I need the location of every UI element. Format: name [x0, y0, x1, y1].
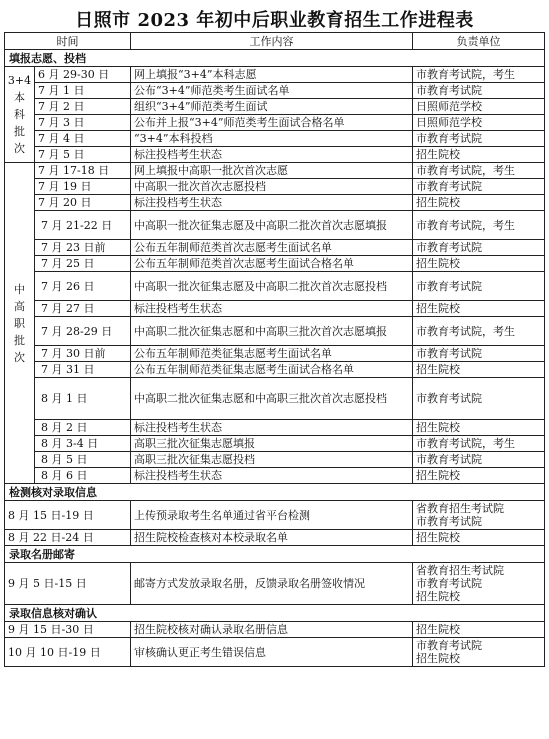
row-content: 中高职一批次首次志愿投档	[131, 179, 413, 195]
unit-line: 省教育招生考试院	[416, 502, 504, 515]
row-content: 邮寄方式发放录取名册，反馈录取名册签收情况	[131, 563, 413, 605]
row-date: 8 月 15 日-19 日	[5, 501, 131, 530]
table-row	[5, 436, 545, 452]
section-row	[5, 50, 545, 67]
row-date: 10 月 10 日-19 日	[5, 638, 131, 667]
unit-line: 省教育招生考试院	[416, 564, 504, 577]
row-content: 中高职二批次征集志愿和中高职三批次首次志愿投档	[131, 378, 413, 420]
row-unit: 市教育考试院，考生	[413, 211, 545, 240]
row-date: 8 月 1 日	[35, 378, 131, 420]
table-row	[5, 563, 545, 605]
table-row	[5, 420, 545, 436]
table-row	[5, 179, 545, 195]
document-title: 日照市 2023 年初中后职业教育招生工作进程表	[75, 10, 474, 31]
row-content: 标注投档考生状态	[131, 301, 413, 317]
table-row	[5, 83, 545, 99]
row-content: 招生院校检查核对本校录取名单	[131, 530, 413, 546]
table-row	[5, 452, 545, 468]
row-content: 中高职一批次征集志愿及中高职二批次首次志愿填报	[131, 211, 413, 240]
section-row	[5, 605, 545, 622]
row-date: 7 月 20 日	[35, 195, 131, 211]
section-confirm: 录取信息核对确认	[5, 605, 545, 622]
row-date: 7 月 2 日	[35, 99, 131, 115]
row-date: 9 月 5 日-15 日	[5, 563, 131, 605]
row-date: 7 月 1 日	[35, 83, 131, 99]
unit-line: 招生院校	[416, 652, 460, 665]
table-row	[5, 195, 545, 211]
row-content: 组织“3+4”师范类考生面试	[131, 99, 413, 115]
batch-label-zgz	[5, 163, 35, 484]
row-unit: 市教育考试院	[413, 240, 545, 256]
row-unit	[413, 638, 545, 667]
row-date: 6 月 29-30 日	[35, 67, 131, 83]
row-content: 高职三批次征集志愿投档	[131, 452, 413, 468]
row-content: 标注投档考生状态	[131, 420, 413, 436]
row-unit: 招生院校	[413, 622, 545, 638]
row-date: 7 月 26 日	[35, 272, 131, 301]
row-unit: 市教育考试院	[413, 131, 545, 147]
row-unit: 市教育考试院，考生	[413, 436, 545, 452]
row-content: 审核确认更正考生错误信息	[131, 638, 413, 667]
row-unit: 招生院校	[413, 468, 545, 484]
row-date: 9 月 15 日-30 日	[5, 622, 131, 638]
row-content: 招生院校核对确认录取名册信息	[131, 622, 413, 638]
row-unit: 市教育考试院	[413, 179, 545, 195]
section-row	[5, 484, 545, 501]
row-content: 标注投档考生状态	[131, 147, 413, 163]
table-row	[5, 638, 545, 667]
row-date: 8 月 5 日	[35, 452, 131, 468]
table-row	[5, 272, 545, 301]
unit-line: 招生院校	[416, 590, 460, 603]
row-date: 7 月 28-29 日	[35, 317, 131, 346]
row-content: 公布“3+4”师范类考生面试名单	[131, 83, 413, 99]
row-unit: 招生院校	[413, 195, 545, 211]
unit-line: 市教育考试院	[416, 577, 482, 590]
row-date: 7 月 19 日	[35, 179, 131, 195]
table-row	[5, 362, 545, 378]
row-content: 公布五年制师范类征集志愿考生面试合格名单	[131, 362, 413, 378]
row-unit: 招生院校	[413, 256, 545, 272]
row-date: 8 月 22 日-24 日	[5, 530, 131, 546]
row-content: 网上填报中高职一批次首次志愿	[131, 163, 413, 179]
row-unit: 市教育考试院	[413, 83, 545, 99]
table-row	[5, 468, 545, 484]
row-date: 8 月 6 日	[35, 468, 131, 484]
unit-line: 市教育考试院	[416, 515, 482, 528]
row-date: 7 月 3 日	[35, 115, 131, 131]
row-unit: 市教育考试院	[413, 378, 545, 420]
row-content: 标注投档考生状态	[131, 195, 413, 211]
header-content: 工作内容	[131, 33, 413, 50]
header-time: 时间	[5, 33, 131, 50]
unit-line: 市教育考试院	[416, 639, 482, 652]
row-content: 公布五年制师范类征集志愿考生面试名单	[131, 346, 413, 362]
section-row	[5, 546, 545, 563]
table-row	[5, 346, 545, 362]
row-date: 7 月 23 日前	[35, 240, 131, 256]
row-content: 公布并上报“3+4”师范类考生面试合格名单	[131, 115, 413, 131]
row-content: 高职三批次征集志愿填报	[131, 436, 413, 452]
row-unit	[413, 563, 545, 605]
table-row	[5, 240, 545, 256]
table-row	[5, 256, 545, 272]
row-date: 7 月 17-18 日	[35, 163, 131, 179]
row-unit: 市教育考试院	[413, 272, 545, 301]
schedule-table	[4, 32, 545, 667]
table-row	[5, 99, 545, 115]
batch-label-34	[5, 67, 35, 163]
table-row	[5, 131, 545, 147]
row-unit: 招生院校	[413, 362, 545, 378]
row-unit: 市教育考试院	[413, 346, 545, 362]
section-check: 检测核对录取信息	[5, 484, 545, 501]
batch-zgz-text: 中高职批次	[14, 282, 25, 364]
header-unit: 负责单位	[413, 33, 545, 50]
table-row	[5, 163, 545, 179]
row-content: 中高职一批次征集志愿及中高职二批次首次志愿投档	[131, 272, 413, 301]
row-unit: 市教育考试院，考生	[413, 317, 545, 346]
row-date: 7 月 25 日	[35, 256, 131, 272]
table-row	[5, 530, 545, 546]
row-unit: 招生院校	[413, 530, 545, 546]
row-date: 7 月 4 日	[35, 131, 131, 147]
row-unit: 招生院校	[413, 420, 545, 436]
row-unit: 市教育考试院	[413, 452, 545, 468]
section-mail: 录取名册邮寄	[5, 546, 545, 563]
row-date: 8 月 3-4 日	[35, 436, 131, 452]
table-row	[5, 378, 545, 420]
row-content: 公布五年制师范类首次志愿考生面试名单	[131, 240, 413, 256]
row-date: 7 月 5 日	[35, 147, 131, 163]
row-date: 7 月 21-22 日	[35, 211, 131, 240]
row-unit: 招生院校	[413, 147, 545, 163]
table-row	[5, 501, 545, 530]
table-row	[5, 147, 545, 163]
row-date: 7 月 30 日前	[35, 346, 131, 362]
row-content: 中高职二批次征集志愿和中高职三批次首次志愿填报	[131, 317, 413, 346]
row-date: 7 月 31 日	[35, 362, 131, 378]
row-content: 上传预录取考生名单通过省平台检测	[131, 501, 413, 530]
row-unit: 市教育考试院，考生	[413, 67, 545, 83]
row-date: 8 月 2 日	[35, 420, 131, 436]
row-content: 公布五年制师范类首次志愿考生面试合格名单	[131, 256, 413, 272]
row-unit: 日照师范学校	[413, 99, 545, 115]
table-row	[5, 67, 545, 83]
table-header-row	[5, 33, 545, 50]
row-content: 标注投档考生状态	[131, 468, 413, 484]
row-unit: 市教育考试院，考生	[413, 163, 545, 179]
row-content: “3+4”本科投档	[131, 131, 413, 147]
row-unit: 日照师范学校	[413, 115, 545, 131]
batch-34-suffix: 本科批次	[14, 91, 25, 155]
table-row	[5, 317, 545, 346]
row-unit	[413, 501, 545, 530]
row-date: 7 月 27 日	[35, 301, 131, 317]
batch-34-prefix: 3+4	[7, 74, 32, 87]
row-unit: 招生院校	[413, 301, 545, 317]
table-row	[5, 211, 545, 240]
row-content: 网上填报“3+4”本科志愿	[131, 67, 413, 83]
table-row	[5, 622, 545, 638]
section-fill: 填报志愿、投档	[5, 50, 545, 67]
table-row	[5, 115, 545, 131]
table-row	[5, 301, 545, 317]
